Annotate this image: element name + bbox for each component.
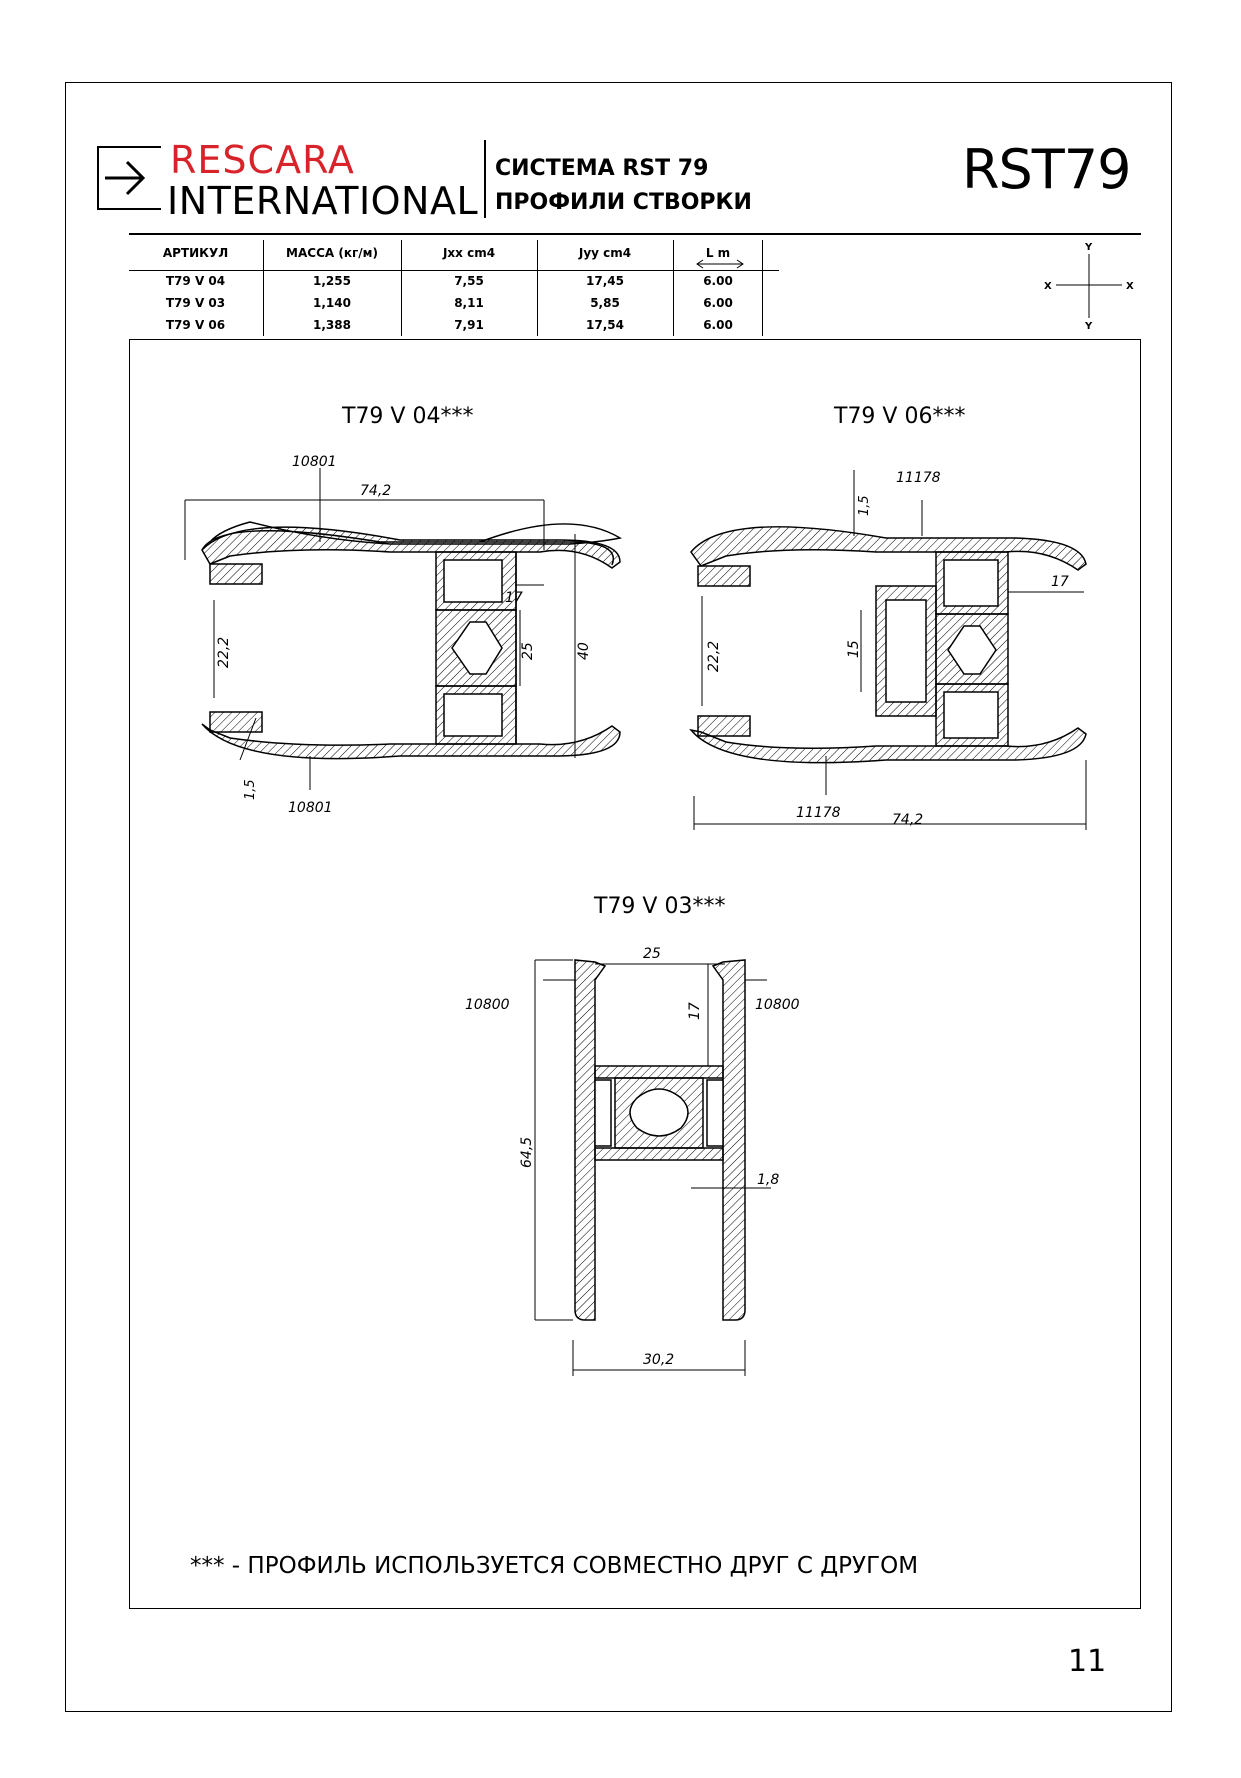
brand-line1: RESCARA	[170, 138, 355, 182]
profile-v04-drawing	[180, 450, 680, 840]
v04-width-dim: 74,2	[360, 483, 392, 499]
table-cell: 7,91	[454, 318, 484, 332]
table-cell: T79 V 04	[165, 274, 226, 288]
v04-dim-222: 22,2	[216, 636, 232, 668]
brand-line2: INTERNATIONAL	[167, 179, 479, 223]
v06-dim-15a: 1,5	[857, 495, 872, 516]
profile-v06-drawing	[686, 460, 1126, 840]
v06-dim-17: 17	[1051, 574, 1069, 590]
table-cell: 6.00	[703, 296, 733, 310]
page-number: 11	[1068, 1644, 1107, 1679]
v04-dim-17: 17	[505, 590, 523, 606]
v06-gasket-top: 11178	[896, 470, 941, 486]
v03-gasket-right: 10800	[755, 997, 800, 1013]
table-cell: 7,55	[454, 274, 484, 288]
table-cell: T79 V 06	[165, 318, 226, 332]
v03-dim-18: 1,8	[757, 1172, 780, 1188]
v04-dim-25: 25	[520, 642, 536, 660]
v03-dim-25: 25	[643, 946, 661, 962]
v03-dim-17: 17	[687, 1002, 703, 1020]
axis-y-label: Y	[1085, 321, 1093, 330]
v06-gasket-bottom: 11178	[796, 805, 841, 821]
table-cell: 1,140	[313, 296, 351, 310]
table-header-rule	[129, 270, 779, 271]
table-cell: 17,54	[586, 318, 624, 332]
table-cell: 6.00	[703, 318, 733, 332]
col-jyy: Jyy cm4	[578, 246, 632, 260]
col-divider	[762, 240, 763, 336]
header-divider	[484, 140, 486, 218]
system-subtitle: ПРОФИЛИ СТВОРКИ	[495, 190, 752, 215]
v04-gasket-top: 10801	[292, 454, 337, 470]
v03-dim-645: 64,5	[519, 1136, 535, 1168]
table-cell: 6.00	[703, 274, 733, 288]
axes-icon	[1040, 240, 1140, 330]
length-arrow-icon	[695, 258, 745, 270]
table-cell: 5,85	[590, 296, 620, 310]
axis-x-label: X	[1126, 281, 1134, 292]
v04-gasket-bottom: 10801	[288, 800, 333, 816]
v04-dim-15: 1,5	[243, 779, 258, 800]
table-cell: 1,255	[313, 274, 351, 288]
v06-dim-15: 15	[846, 640, 862, 658]
v06-width-dim: 74,2	[892, 812, 924, 828]
col-jxx: Jxx cm4	[442, 246, 496, 260]
table-cell: 8,11	[454, 296, 484, 310]
table-cell: 1,388	[313, 318, 351, 332]
profile-v06-title: T79 V 06***	[834, 404, 966, 429]
system-title: СИСТЕМА RST 79	[495, 156, 709, 181]
col-mass: МАССА (кг/м)	[286, 246, 378, 260]
system-code: RST79	[962, 138, 1131, 201]
logo-arrow-icon	[97, 146, 161, 210]
profile-v03-title: T79 V 03***	[594, 894, 726, 919]
header-rule	[129, 233, 1141, 235]
table-cell: 17,45	[586, 274, 624, 288]
axis-x-label: X	[1044, 281, 1052, 292]
axis-y-label: Y	[1085, 242, 1093, 253]
profile-v04-title: T79 V 04***	[342, 404, 474, 429]
table-cell: T79 V 03	[165, 296, 226, 310]
footer-note: *** - ПРОФИЛЬ ИСПОЛЬЗУЕТСЯ СОВМЕСТНО ДРУГ С ДРУГОМ	[190, 1553, 919, 1579]
v03-dim-302: 30,2	[643, 1352, 675, 1368]
v03-gasket-left: 10800	[465, 997, 510, 1013]
v04-dim-40: 40	[576, 642, 592, 660]
v06-dim-222: 22,2	[706, 640, 722, 672]
col-length: L m	[705, 246, 731, 260]
profile-v03-drawing	[455, 940, 835, 1390]
col-article: АРТИКУЛ	[162, 246, 229, 260]
